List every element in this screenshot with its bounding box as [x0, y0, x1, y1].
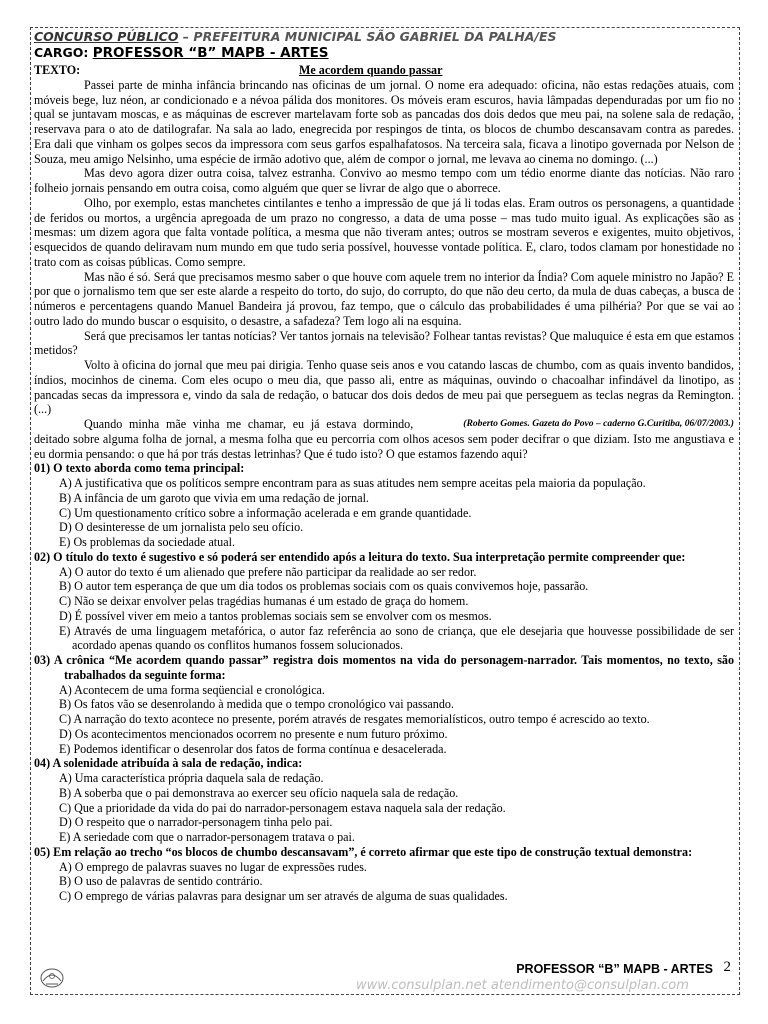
question-stem: 01) O texto aborda como tema principal:: [34, 461, 245, 476]
org-label: CONCURSO PÚBLICO: [34, 29, 179, 44]
answer-option[interactable]: D) O respeito que o narrador-personagem tinha pelo pai.: [59, 815, 333, 830]
text-heading: [34, 63, 734, 78]
cargo-line: [34, 45, 329, 61]
answer-option[interactable]: D) O desinteresse de um jornalista pelo seu ofício.: [59, 520, 304, 535]
answer-option[interactable]: B) O uso de palavras de sentido contrário.: [59, 874, 263, 889]
text-paragraph: Mas devo agora dizer outra coisa, talvez estranha. Convivo ao mesmo tempo com um tédio enorme diante das notícias. Não raro folheio jornais pensando em outra coisa, como alguém que quer se livrar de algo que o aborrece.: [34, 166, 734, 195]
text-paragraph: Mas não é só. Será que precisamos mesmo saber o que houve com aquele trem no interior da Índia? Com aquele ministro no Japão? E por que o jornalismo tem que ser este alarde a respeito do torto, do sujo, do corrupto, do que não deu certo, da mula de duas cabeças, a busca de números e percentagens quando Manuel Bandeira já provou, faz tempo, que o cálculo das probabilidades é uma pilhéria? Por que se vai ao outro lado do mundo buscar o esquisito, o desastre, a safadeza? Tem logo ali na esquina.: [34, 269, 734, 328]
page-number: 2: [723, 959, 731, 975]
text-paragraph: Passei parte de minha infância brincando nas oficinas de um jornal. O nome era adequado: oficina, não estas redações atuais, com móveis bege, luz néon, ar condicionado e a névoa pálida dos monitores. Os móveis eram escuros, havia lâmpadas dependuradas por um fio no qual se juntavam moscas, e as máquinas de escrever martelavam forte sob as pancadas dos dois dedos que meu pai, na solene sala de redação, reservava para o ato de datilografar. Na sala ao lado, enegrecida por respingos de tinta, os blocos de chumbo descansavam contra as paredes. Era dali que vinham os golpes secos da impressora com seus garfos espalhafatosos. Na terceira sala, ficava a linotipo governada por Nelson de Souza, meu amigo Nelsinho, uma espécie de irmão adotivo que, além de compor o jornal, me levava ao cinema no domingo. (...): [34, 77, 734, 166]
question-stem: 04) A solenidade atribuída à sala de redação, indica:: [34, 756, 303, 771]
answer-option[interactable]: B) Os fatos vão se desenrolando à medida que o tempo cronológico vai passando.: [59, 697, 454, 712]
text-title: Me acordem quando passar: [299, 63, 443, 77]
text-paragraph: Volto à oficina do jornal que meu pai dirigia. Tenho quase seis anos e vou catando lascas de chumbo, com as quais invento bandidos, índios, mocinhos de cinema. Com eles ocupo o meu dia, que passo ali, entre as máquinas, ouvindo o chacoalhar infindável da linotipo, as pancadas secas da impressora e, vindo da sala de redação, o batucar dos dois dedos de meu pai que perseguem as teclas negras da Remington. (...): [34, 358, 734, 417]
answer-option[interactable]: B) A soberba que o pai demonstrava ao exercer seu ofício naquela sala de redação.: [59, 785, 459, 800]
answer-option[interactable]: C) Não se deixar envolver pelas tragédias humanas é um estado de graça do homem.: [59, 594, 469, 608]
municipal-crest-icon: [37, 965, 67, 991]
answer-option[interactable]: C) A narração do texto acontece no presente, porém através de resgates memorialísticos, outro tempo é acrescido ao texto.: [59, 712, 650, 726]
answer-option[interactable]: A) A justificativa que os políticos sempre encontram para as suas atitudes nem sempre aceitas pela maioria da população.: [59, 476, 646, 490]
question-stem: 02) O título do texto é sugestivo e só poderá ser entendido após a leitura do texto. Sua interpretação permite compreender que:: [34, 549, 686, 564]
question-4: [34, 756, 734, 845]
exam-header: [34, 29, 734, 44]
cargo-value: PROFESSOR “B” MAPB - ARTES: [92, 45, 329, 61]
answer-option[interactable]: E) A seriedade com que o narrador-personagem tratava o pai.: [59, 830, 355, 844]
footer-website: www.consulplan.net atendimento@consulplan.com: [356, 978, 689, 993]
answer-option[interactable]: C) O emprego de várias palavras para designar um ser através de alguma de suas qualidades.: [59, 889, 508, 903]
text-label: TEXTO:: [34, 63, 81, 77]
text-paragraph: Quando minha mãe vinha me chamar, eu já estava dormindo, deitado sobre alguma folha de jornal, a mesma folha que eu percorria com olhos acesos sem poder decifrar o que diziam. Isto me angustiava e eu dormia pensando: o que há por trás destas letrinhas? Que é tudo isto? O que estamos fazendo aqui?: [34, 417, 734, 461]
answer-option[interactable]: D) É possível viver em meio a tantos problemas sociais sem se envolver com os mesmos.: [59, 608, 492, 623]
cargo-label: CARGO:: [34, 45, 89, 60]
text-paragraph: Olho, por exemplo, estas manchetes cintilantes e tenho a impressão de que já li todas elas. Eram outros os personagens, a quantidade de feridos ou mortos, a urgência apregoada de um prazo no congresso, a data de uma posse – mas tudo muito igual. As explicações são as mesmas: um dizem agora que falta vontade política, a mesma que não tiveram antes; outros se mostram severos e exigentes, muito objetivos, esquecidos de quando deliravam num mundo em que tudo seria possível, houvesse vontade política. E, claro, todos clamam por honestidade no trato com as coisas públicas. Como sempre.: [34, 195, 734, 269]
answer-option[interactable]: B) O autor tem esperança de que um dia todos os problemas sociais com os quais convivemos hoje, passarão.: [59, 579, 589, 594]
question-3: [34, 653, 734, 756]
answer-option[interactable]: A) Acontecem de uma forma seqüencial e cronológica.: [59, 682, 325, 697]
question-1: [34, 461, 734, 550]
question-stem: 03) A crônica “Me acordem quando passar” registra dois momentos na vida do personagem-narrador. Tais momentos, no texto, são trabalhados da seguinte forma:: [34, 653, 734, 682]
answer-option[interactable]: D) Os acontecimentos mencionados ocorrem no presente e num futuro próximo.: [59, 726, 448, 741]
citation: (Roberto Gomes. Gazeta do Povo – caderno G.Curitiba, 06/07/2003.): [463, 418, 734, 429]
footer-cargo: PROFESSOR “B” MAPB - ARTES: [516, 962, 713, 976]
question-stem: 05) Em relação ao trecho “os blocos de chumbo descansavam”, é correto afirmar que este tipo de construção textual demonstra:: [34, 844, 693, 859]
exam-body: [34, 63, 734, 904]
answer-option[interactable]: A) O emprego de palavras suaves no lugar de expressões rudes.: [59, 859, 367, 874]
answer-option[interactable]: A) O autor do texto é um alienado que prefere não participar da realidade ao ser redor.: [59, 564, 477, 579]
answer-option[interactable]: B) A infância de um garoto que vivia em uma redação de jornal.: [59, 490, 369, 505]
answer-option[interactable]: E) Podemos identificar o desenrolar dos fatos de forma contínua e desacelerada.: [59, 741, 447, 756]
question-5: [34, 845, 734, 904]
answer-option[interactable]: E) Através de uma linguagem metafórica, o autor faz referência ao sono de criança, que ele desejaria que houvesse possibilidade de ser acordado apenas quando os conflitos humanos fossem solucionados.: [59, 623, 734, 653]
answer-option[interactable]: E) Os problemas da sociedade atual.: [59, 535, 235, 549]
exam-page: [30, 27, 740, 995]
question-2: [34, 550, 734, 653]
org-name: – PREFEITURA MUNICIPAL SÃO GABRIEL DA PALHA/ES: [178, 29, 557, 44]
text-paragraph-last: [34, 417, 734, 461]
answer-option[interactable]: C) Um questionamento crítico sobre a informação acelerada e em grande quantidade.: [59, 505, 472, 520]
answer-option[interactable]: A) Uma característica própria daquela sala de redação.: [59, 771, 324, 785]
text-paragraph: Será que precisamos ler tantas notícias? Ver tantos jornais na televisão? Folhear tantas revistas? Que maluquice é esta em que estamos metidos?: [34, 328, 734, 358]
answer-option[interactable]: C) Que a prioridade da vida do pai do narrador-personagem estava naquela sala der redação.: [59, 800, 506, 815]
